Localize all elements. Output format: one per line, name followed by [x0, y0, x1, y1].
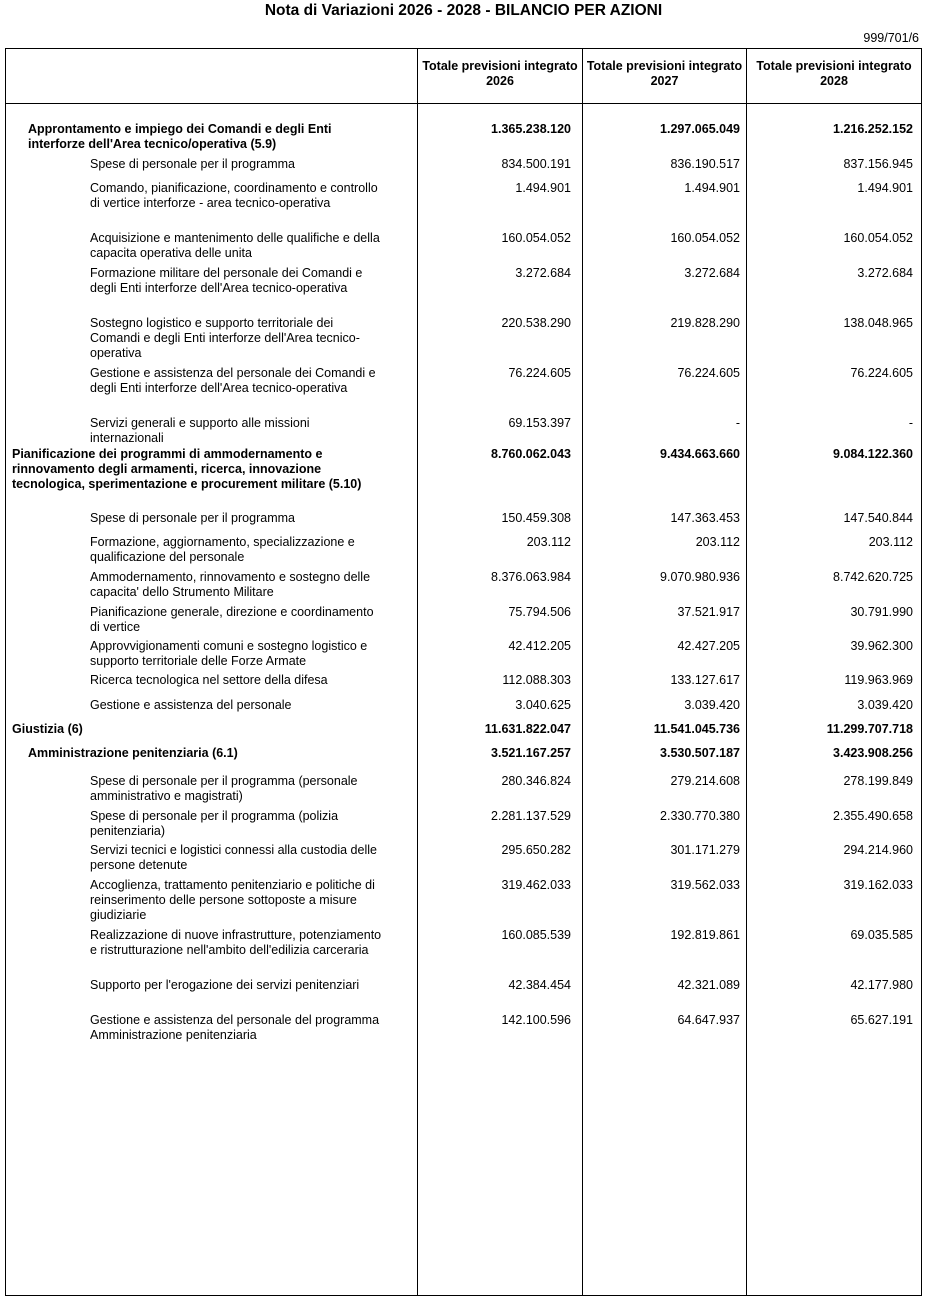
row-label: Spese di personale per il programma	[90, 511, 295, 525]
row-label: Approvvigionamenti comuni e sostegno logistico e supporto territoriale delle Forze Armate	[90, 639, 368, 668]
value-2028: 837.156.945	[843, 157, 913, 171]
value-2027: 147.363.453	[670, 511, 740, 525]
row-label: Supporto per l'erogazione dei servizi penitenziari	[90, 978, 360, 992]
value-2027: 37.521.917	[677, 605, 740, 619]
value-2028: 42.177.980	[850, 978, 913, 992]
value-2027: 279.214.608	[670, 774, 740, 788]
value-2028: 3.272.684	[857, 266, 913, 280]
row-label: Gestione e assistenza del personale	[90, 698, 292, 712]
value-2027: 2.330.770.380	[660, 809, 740, 823]
value-2026: 11.631.822.047	[484, 722, 571, 736]
value-2028: 147.540.844	[843, 511, 913, 525]
column-header-2026: Totale previsioni integrato 2026	[422, 59, 578, 88]
row-label: Spese di personale per il programma (personale amministrativo e magistrati)	[90, 774, 358, 803]
column-header-2027: Totale previsioni integrato 2027	[586, 59, 743, 88]
row-label: Realizzazione di nuove infrastrutture, potenziamento e ristrutturazione nell'ambito dell'edilizia carceraria	[90, 928, 382, 957]
row-label: Formazione, aggiornamento, specializzazione e qualificazione del personale	[90, 535, 355, 564]
value-2026: 319.462.033	[501, 878, 571, 892]
value-2027: 42.427.205	[677, 639, 740, 653]
row-label: Spese di personale per il programma (polizia penitenziaria)	[90, 809, 339, 838]
value-2027: 11.541.045.736	[653, 722, 740, 736]
value-2027: 3.530.507.187	[660, 746, 740, 760]
value-2026: 160.085.539	[501, 928, 571, 942]
row-label: Giustizia (6)	[12, 722, 83, 736]
value-2026: 69.153.397	[508, 416, 571, 430]
value-2027: 319.562.033	[670, 878, 740, 892]
row-label: Servizi generali e supporto alle missioni internazionali	[90, 416, 310, 445]
value-2028: 1.216.252.152	[833, 122, 913, 136]
value-2027: 160.054.052	[670, 231, 740, 245]
page-title: Nota di Variazioni 2026 - 2028 - BILANCIO PER AZIONI	[264, 2, 663, 19]
column-header-2028: Totale previsioni integrato 2028	[756, 59, 912, 88]
value-2028: 1.494.901	[857, 181, 913, 195]
value-2026: 280.346.824	[501, 774, 571, 788]
value-2028: 119.963.969	[844, 673, 913, 687]
header-divider	[6, 103, 921, 104]
value-2028: 2.355.490.658	[833, 809, 913, 823]
row-label: Spese di personale per il programma	[90, 157, 295, 171]
value-2028: 319.162.033	[843, 878, 913, 892]
column-divider	[417, 49, 418, 1295]
value-2027: 64.647.937	[677, 1013, 740, 1027]
row-label: Ricerca tecnologica nel settore della difesa	[90, 673, 328, 687]
value-2028: 3.423.908.256	[833, 746, 913, 760]
value-2028: -	[908, 416, 913, 430]
value-2028: 9.084.122.360	[833, 447, 913, 461]
value-2028: 65.627.191	[850, 1013, 913, 1027]
value-2027: 1.297.065.049	[660, 122, 740, 136]
value-2026: 220.538.290	[501, 316, 571, 330]
value-2028: 278.199.849	[843, 774, 913, 788]
value-2027: 192.819.861	[670, 928, 740, 942]
value-2026: 42.412.205	[508, 639, 571, 653]
value-2026: 1.365.238.120	[491, 122, 571, 136]
value-2027: 76.224.605	[677, 366, 740, 380]
value-2028: 160.054.052	[843, 231, 913, 245]
value-2027: -	[735, 416, 740, 430]
value-2026: 42.384.454	[508, 978, 571, 992]
row-label: Gestione e assistenza del personale del programma Amministrazione penitenziaria	[90, 1013, 380, 1042]
value-2026: 76.224.605	[508, 366, 571, 380]
budget-table	[5, 48, 922, 1296]
row-label: Amministrazione penitenziaria (6.1)	[28, 746, 238, 760]
column-divider	[582, 49, 583, 1295]
value-2026: 3.272.684	[515, 266, 571, 280]
row-label: Gestione e assistenza del personale dei Comandi e degli Enti interforze dell'Area tecnico-operativa	[90, 366, 376, 395]
value-2026: 3.040.625	[515, 698, 571, 712]
value-2026: 150.459.308	[501, 511, 571, 525]
value-2027: 219.828.290	[670, 316, 740, 330]
value-2026: 2.281.137.529	[491, 809, 571, 823]
value-2027: 836.190.517	[670, 157, 740, 171]
value-2027: 203.112	[695, 535, 740, 549]
row-label: Comando, pianificazione, coordinamento e controllo di vertice interforze - area tecnico-operativa	[90, 181, 378, 210]
row-label: Approntamento e impiego dei Comandi e degli Enti interforze dell'Area tecnico/operativa (5.9)	[28, 122, 332, 151]
row-label: Pianificazione dei programmi di ammodernamento e rinnovamento degli armamenti, ricerca, innovazione tecnologica, sperimentazione e procurement militare (5.10)	[12, 447, 362, 491]
value-2027: 1.494.901	[684, 181, 740, 195]
document-reference: 999/701/6	[863, 31, 919, 45]
value-2028: 39.962.300	[850, 639, 913, 653]
value-2027: 3.272.684	[684, 266, 740, 280]
value-2026: 1.494.901	[515, 181, 571, 195]
row-label: Ammodernamento, rinnovamento e sostegno delle capacita' dello Strumento Militare	[90, 570, 371, 599]
row-label: Accoglienza, trattamento penitenziario e politiche di reinserimento delle persone sottoposte a misure giudiziarie	[90, 878, 375, 922]
value-2026: 160.054.052	[501, 231, 571, 245]
value-2026: 75.794.506	[508, 605, 571, 619]
value-2026: 8.376.063.984	[491, 570, 571, 584]
row-label: Acquisizione e mantenimento delle qualifiche e della capacita operativa delle unita	[90, 231, 380, 260]
value-2026: 834.500.191	[501, 157, 571, 171]
value-2028: 294.214.960	[843, 843, 913, 857]
value-2027: 3.039.420	[684, 698, 740, 712]
value-2027: 9.434.663.660	[660, 447, 740, 461]
value-2028: 11.299.707.718	[826, 722, 913, 736]
value-2028: 76.224.605	[850, 366, 913, 380]
row-label: Sostegno logistico e supporto territoriale dei Comandi e degli Enti interforze dell'Area tecnico-operativa	[90, 316, 360, 360]
value-2028: 3.039.420	[857, 698, 913, 712]
value-2027: 9.070.980.936	[660, 570, 740, 584]
value-2027: 301.171.279	[670, 843, 740, 857]
value-2026: 203.112	[526, 535, 571, 549]
value-2027: 42.321.089	[677, 978, 740, 992]
value-2026: 112.088.303	[502, 673, 571, 687]
value-2028: 8.742.620.725	[833, 570, 913, 584]
row-label: Pianificazione generale, direzione e coordinamento di vertice	[90, 605, 374, 634]
row-label: Servizi tecnici e logistici connessi alla custodia delle persone detenute	[90, 843, 377, 872]
value-2028: 203.112	[868, 535, 913, 549]
value-2027: 133.127.617	[670, 673, 740, 687]
row-label: Formazione militare del personale dei Comandi e degli Enti interforze dell'Area tecnico-operativa	[90, 266, 363, 295]
value-2026: 8.760.062.043	[491, 447, 571, 461]
value-2028: 30.791.990	[850, 605, 913, 619]
column-divider	[746, 49, 747, 1295]
value-2026: 295.650.282	[501, 843, 571, 857]
value-2028: 69.035.585	[850, 928, 913, 942]
value-2026: 142.100.596	[501, 1013, 571, 1027]
value-2028: 138.048.965	[843, 316, 913, 330]
value-2026: 3.521.167.257	[491, 746, 571, 760]
